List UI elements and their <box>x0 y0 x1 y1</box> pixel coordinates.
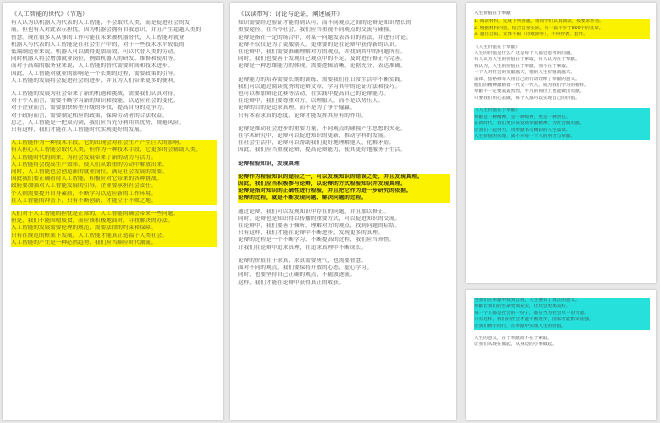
text-line: 人工智能的产生是一种必然趋势，我们应当顺应时代潮流。 <box>11 240 217 247</box>
text-line: 同时，我们也要善于发现自己观点中的不足，及时进行修正与完善。 <box>238 56 406 63</box>
text-line: 因此我们要正确看待人工智能，积极应对它带来的各种挑战。 <box>11 176 217 183</box>
text-line: 在学术研究中，论辩可以促进知识的更新，推动学科的发展。 <box>238 133 390 140</box>
text-line: 重要途径。在当今社会，我们应当重视不同观点的交流与碰撞。 <box>238 27 395 34</box>
text-line: 雷锋、焦裕禄等人用自己的行动诠释了奉献的意义。 <box>474 76 580 82</box>
text-line: 人生的价值是什么？这是每个人都会思考的问题。 <box>474 51 576 57</box>
page-title: 人生价值在于奉献 <box>474 11 511 16</box>
text-line: 有人认为以机器人为代表的人工智能，不会取代人类，而是促进社会的发 <box>11 20 191 27</box>
text-line: 论辩的价值在于求真，求真需要勇气，也需要智慧。 <box>238 257 367 264</box>
page-2-content <box>238 11 450 293</box>
text-line: 人工智能时代的到来，为社会发展带来了新的动力与活力。 <box>11 155 217 162</box>
document-page-1 <box>3 3 223 420</box>
paragraph-plain <box>238 77 450 120</box>
text-line: 我认为，人生的价值在于奉献，而不在于索取。 <box>474 63 571 69</box>
paragraph-plain <box>238 126 450 155</box>
text-line: 也可以参加辩论比赛等活动，在实践中提高自己的论辩能力。 <box>238 91 390 98</box>
document-page-3 <box>466 3 656 283</box>
text-line: 个人则需要提升自身素质，不断学习以适应新的工作环境。 <box>11 191 217 198</box>
text-line: 让我们在论辩中追求真理，在追求真理中不断成长。 <box>238 244 367 251</box>
text-line: 面对不同的观点，我们要保持开放的心态，虚心学习。 <box>238 265 373 272</box>
text-line: 人们对于人工智能的担忧是正常的，人工智能的确会带来一些问题。 <box>11 211 217 218</box>
text-line: 在人工智能的冲击下，只有不断创新，才能立于不败之地。 <box>11 198 217 205</box>
text-line: 只要我们用心去做，每个人都可以实现自己的价值。 <box>474 95 580 101</box>
text-line: 我们可以通过阅读优秀的论辩文章，学习其中的论证方法和技巧。 <box>238 83 401 90</box>
page-title: 《以读带写：讨论与论证，阐述展开》 <box>238 11 344 18</box>
text-line: 论辩不仅仅是为了说服别人，更重要的是在论辩中获得新的认识。 <box>238 41 401 48</box>
page-title: 《人工智能的世代》（节选） <box>11 11 89 18</box>
text-line: 每一个人都是社会的一份子，都应当为社会尽一份力量。 <box>474 311 650 317</box>
text-line: 在新时代，我们更应该发扬奉献精神，为社会做贡献。 <box>474 121 650 127</box>
text-line: 论辩作为检验知识的途径之一，可以发现知识的错误之处，并且发现真理。 <box>238 174 450 181</box>
text-line: 《人生价值在于奉献》 <box>474 108 650 114</box>
paragraph-cyan <box>474 298 650 330</box>
text-line: 他们的精神激励着一代又一代人，成为我们学习的榜样。 <box>474 83 589 89</box>
text-line: 让我们携手同行，在奉献中实现人生的价值。 <box>474 324 650 330</box>
paragraph-yellow <box>11 140 217 205</box>
text-line: 同时，也要坚持自己正确的观点，不随波逐流。 <box>238 272 356 279</box>
paragraph-yellow-bold <box>238 174 450 203</box>
text-line: 论辩的过程，就是不断发现问题、解决问题的过程。 <box>238 195 450 202</box>
text-line: 对于企业而言，需要加快转型升级的步伐，提高自身的竞争力。 <box>11 105 168 112</box>
text-line: 总之，人工智能是一把双刃剑，我们应当充分利用其优势，规避风险。 <box>11 119 185 126</box>
page-3-content <box>474 11 650 146</box>
text-line: 因此，人工智能对就业的影响是一个长期的过程，需要政策的引导。 <box>11 70 179 77</box>
text-line: 让我们从现在做起，从身边的小事做起。 <box>474 342 557 348</box>
paragraph-plain <box>11 20 217 85</box>
text-line: 智慧。现在很多人从事的工作可能在未来被机器替代，人工智能对就业 <box>11 34 185 41</box>
text-line: 知识需要经过验证才能得到认可，而不同观点之间的论辩是知识增长的 <box>238 20 412 27</box>
text-line: 1. 阅读材料，完成下列各题。请同学们认真阅读，按要求作答。 <box>474 19 650 25</box>
text-line: 通过论辩，我们可以发现知识中存在的问题，并且加以修正。 <box>238 208 390 215</box>
text-line: 人工智能的发展需要伦理的规范，需要法律的约束和保障。 <box>11 225 217 232</box>
paragraph-yellow <box>11 211 217 247</box>
text-line: 人生价值的实现，离不开每一个人的努力与奉献。 <box>474 134 650 140</box>
text-line: 低端制造业来说，机器人可以做得更加高效，可以代替人类的劳动。 <box>11 49 179 56</box>
text-line: 《人生价值在于奉献》 <box>474 44 520 50</box>
text-line: 人工智能将会提高生产效率，使人们从繁重的劳动中解放出来。 <box>11 162 217 169</box>
text-line: 让我们一起努力，用奉献书写精彩的人生篇章。 <box>474 128 650 134</box>
text-line: 奉献让我们的生命更加充实，让社会更加美好。 <box>474 304 650 310</box>
text-line: 只有这样，我们才能在人工智能时代实现更好的发展。 <box>11 127 146 134</box>
paragraph-yellow <box>474 19 650 38</box>
text-line: 奉献是一种精神，是一种境界，更是一种责任。 <box>474 115 650 121</box>
text-line: 政府要加强对人工智能发展的引导，企业要承担社会责任。 <box>11 183 217 190</box>
page-1-content <box>11 11 217 253</box>
paragraph-plain <box>238 258 450 287</box>
text-line: 只有本着求真的态度，论辩才能发挥其应有的作用。 <box>238 112 367 119</box>
text-line: 因此，我们应当积极参与论辩，以论辩的方式检验知识并发现真理。 <box>238 181 450 188</box>
paragraph-plain <box>238 209 450 252</box>
text-line: 展。但也有人对此表示担忧，因为机器会拥有自我意识，并且产生超越人类的 <box>11 27 202 34</box>
text-line: 只有这样，我们才能在论辩中不断进步，发现更多的真理。 <box>238 230 384 237</box>
text-line: 同时机器人将会增加就业岗位，例如机器人的研发、维修和使用等。 <box>11 56 179 63</box>
text-line: 论辩能力的培养需要长期的训练，需要我们在日常生活中不断实践。 <box>238 76 406 83</box>
text-line: 只有在规范的框架下发展，人工智能才能真正造福于人类社会。 <box>11 233 217 240</box>
text-line: 人工智能的发展为社会带来了新的机遇和挑战，需要我们认真对待。 <box>11 91 179 98</box>
text-line: 2. 根据材料内容，结合自身实际，写一篇不少于800字的文章。 <box>474 26 650 32</box>
text-line: 论辩的目的是追求真理，而不是为了争个输赢。 <box>238 105 356 112</box>
paragraph-cyan <box>474 108 650 140</box>
text-line: 论辩的过程是一个不断学习、不断提高的过程，我们应当珍惜。 <box>238 237 395 244</box>
paragraph-bold <box>238 161 450 168</box>
document-page-4 <box>466 290 656 420</box>
text-line: 在论辩中，我们需要准确理解对方的观点，并找到其中的问题所在。 <box>238 49 406 56</box>
text-line: 这样，我们才能在论辩中获得真正的收获。 <box>238 279 345 286</box>
text-line: 论辩是推动社会进步的重要力量，不同观点的碰撞产生思想的火花。 <box>238 125 406 132</box>
text-line: 同时，论辩也是知识得以传播的重要方式，可以促进知识的交流。 <box>238 215 401 222</box>
text-line: 对于个人而言，需要不断学习新的知识和技能，以适应社会的变化。 <box>11 98 179 105</box>
document-page-2 <box>230 3 456 420</box>
text-line: 机器人与代表的人工智能是在社会生产中的，对于一些技术水平较低的 <box>11 41 185 48</box>
page-4-content <box>474 298 650 355</box>
text-line: 论辩检验知识，发现真理 <box>238 160 300 167</box>
text-line: 当我们在奉献中找到自我，人生便有了真正的意义。 <box>474 298 650 304</box>
text-line: 在论辩中，我们要善于倾听，理解对方的观点，找到问题的症结。 <box>238 223 401 230</box>
text-line: 人工智能作为一种技术手段，它的出现会对社会生产产生巨大的影响。 <box>11 140 217 147</box>
text-line: 论辩是指在一定的场合中，对某一问题发表各自的看法，并进行讨论。 <box>238 34 412 41</box>
text-line: 但是，我们不能因噎废食，而应该积极地面对，寻找解决的办法。 <box>11 218 217 225</box>
paragraph-plain <box>474 336 650 349</box>
text-line: 在论辩中，我们要尊重对方，以理服人，而不是以势压人。 <box>238 98 384 105</box>
paragraph-plain <box>11 91 217 134</box>
text-line: 有人认为人生的价值在于索取，有人认为在于奉献。 <box>474 57 580 63</box>
text-line: 只有这样，我们的社会才能不断进步，国家才能繁荣富强。 <box>474 317 650 323</box>
text-line: 而对于高端的服务业来说，人工智能的替代需要时间和技术进步。 <box>11 63 174 70</box>
text-line: 有人担心人工智能会取代人类，但作为一种技术手段，它更多的会辅助人类。 <box>11 147 217 154</box>
text-line: 因此，我们应当重视论辩，提高论辩能力，使其更好地服务于生活。 <box>238 147 406 154</box>
paragraph-plain <box>474 45 650 103</box>
text-line: 同时，人工智能也会创造新的就业岗位，满足社会发展的需要。 <box>11 169 217 176</box>
paragraph-plain <box>238 20 450 70</box>
text-line: 人工智能的发展将会促进社会的进步，并且为人们带来更多的便利。 <box>11 77 179 84</box>
text-line: 在社会生活中，论辩可以帮助我们更好地理解他人，化解矛盾。 <box>238 140 395 147</box>
text-line: 论辩是一种思维能力的体现，需要逻辑清晰，论据充分，表达准确。 <box>238 63 406 70</box>
text-line: 一个人对社会的贡献越大，他的人生价值就越大。 <box>474 70 576 76</box>
text-line: 奉献不一定要轰轰烈烈，平凡的岗位上也能做出贡献。 <box>474 89 585 95</box>
text-line: 论辩是指对知识的正确性进行检验，并且把它作为进一步研究的依据。 <box>238 188 450 195</box>
text-line: 3. 题目自拟，文体不限（诗歌除外），不得抄袭、套作。 <box>474 32 650 38</box>
text-line: 人生的意义，在于奉献而不在于索取。 <box>474 336 553 342</box>
text-line: 对于政府而言，需要制定相应的政策，保障劳动者的合法权益。 <box>11 112 168 119</box>
